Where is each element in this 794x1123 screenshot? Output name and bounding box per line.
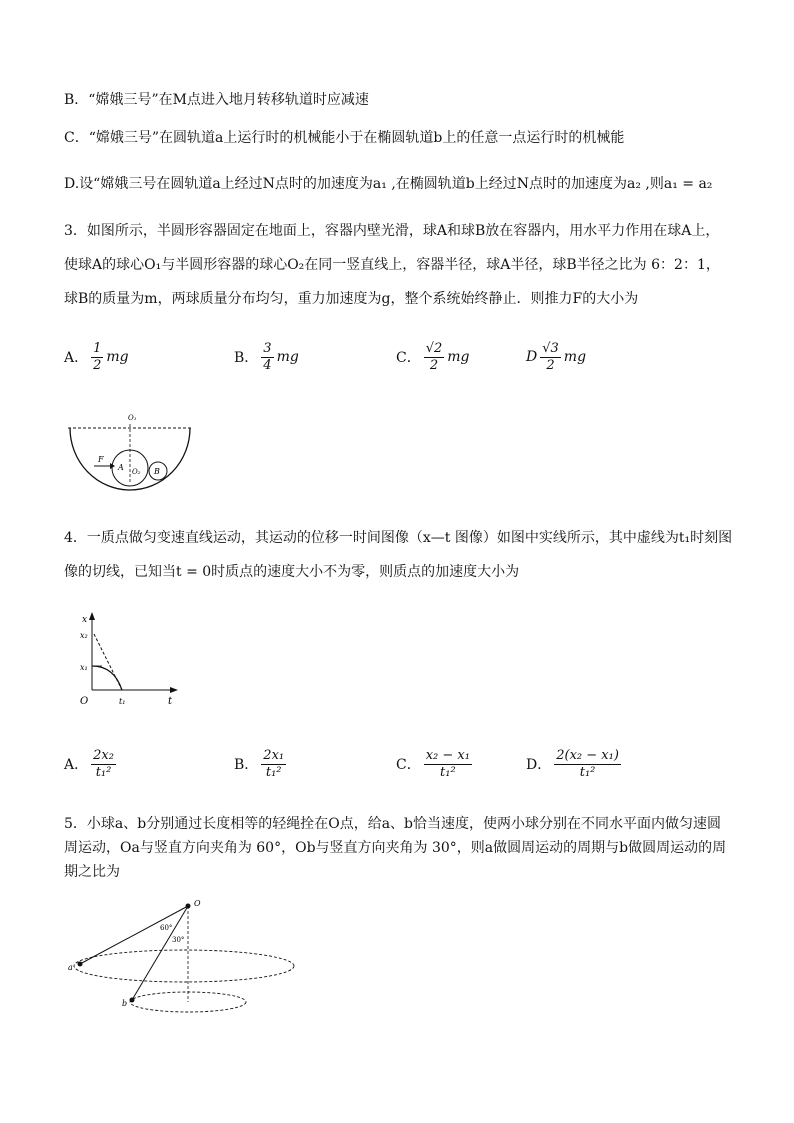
- q3-option-d: [526, 333, 586, 381]
- label-x1: x₁: [80, 663, 88, 672]
- label-x2: x₂: [80, 631, 88, 640]
- fraction: $\frac{\text{2x₁}}{\text{t₁²}}$: [263, 747, 285, 780]
- label-o1: O₁: [128, 414, 137, 422]
- string-ob: [132, 906, 188, 1000]
- label-t1: t₁: [119, 697, 126, 706]
- q4-xt-graph: [64, 608, 184, 716]
- pivot-o: [186, 904, 191, 909]
- fraction: $\frac{\text{x₂ − x₁}}{\text{t₁²}}$: [425, 747, 470, 780]
- q3-option-b: [234, 333, 299, 381]
- label-30: 30°: [172, 936, 185, 944]
- label-origin: O: [80, 696, 89, 707]
- q2-option-c: C．“嫦娥三号”在圆轨道a上运行时的机械能小于在椭圆轨道b上的任意一点运行时的机械能: [64, 130, 625, 146]
- q5-stem-line1: 5．小球a、b分别通过长度相等的轻绳拴在O点，给a、b恰当速度，使两小球分别在不同水平面内做匀速圆: [64, 816, 721, 832]
- fraction: $\frac{1}{2}$: [93, 340, 102, 373]
- q4-option-a: [64, 740, 119, 788]
- q4-option-d: [526, 740, 624, 788]
- option-label: B．: [234, 757, 259, 773]
- x-axis-arrow: [89, 612, 95, 620]
- string-oa: [80, 906, 188, 964]
- ball-a: [78, 962, 83, 967]
- q5-stem-line3: 期之比为: [64, 864, 120, 880]
- option-label: A．: [64, 350, 89, 366]
- fraction: $\frac{√2}{2}$: [425, 340, 443, 373]
- option-label: D．: [526, 757, 552, 773]
- option-label: C．: [396, 350, 421, 366]
- q2-option-b: B．“嫦娥三号”在M点进入地月转移轨道时应减速: [64, 92, 369, 108]
- q4-stem-line2: 像的切线，已知当t = 0时质点的速度大小不为零，则质点的加速度大小为: [64, 564, 520, 580]
- label-x: x: [82, 615, 88, 625]
- q4-option-b: [234, 740, 289, 788]
- label-a: A: [118, 463, 124, 472]
- fraction: $\frac{√3}{2}$: [542, 340, 559, 373]
- label-a: a: [68, 963, 73, 972]
- q3-container-figure: [64, 410, 200, 502]
- orbit-ellipse-a: [74, 950, 294, 982]
- option-label: A．: [64, 757, 89, 773]
- option-label: B．: [234, 350, 259, 366]
- q4-options: [64, 740, 764, 788]
- fraction: $\frac{\text{2(x₂ − x₁)}}{\text{t₁²}}$: [556, 747, 619, 780]
- t-axis-arrow: [170, 687, 178, 693]
- q3-option-a: [64, 333, 129, 381]
- fraction: $\frac{\text{2x₂}}{\text{t₁²}}$: [93, 747, 114, 780]
- q5-stem-line2: 周运动，Oa与竖直方向夹角为 60°，Ob与竖直方向夹角为 30°，则a做圆周运动的周期与b做圆周运动的周: [64, 840, 727, 856]
- label-b: B: [154, 467, 160, 476]
- label-f: F: [98, 455, 104, 464]
- q3-stem-line2: 使球A的球心O₁与半圆形容器的球心O₂在同一竖直线上，容器半径，球A半径，球B半径之比为 6：2：1，: [64, 257, 720, 273]
- q3-stem-line1: 3．如图所示，半圆形容器固定在地面上，容器内壁光滑，球A和球B放在容器内，用水平力作用在球A上，: [64, 223, 720, 239]
- option-tail: mg: [276, 349, 299, 365]
- label-o: O: [194, 899, 201, 908]
- q2-option-d: D.设“嫦娥三号在圆轨道a上经过N点时的加速度为a₁ ,在椭圆轨道b上经过N点时的加速度为a₂ ,则a₁ = a₂: [64, 176, 713, 192]
- option-tail: mg: [106, 349, 129, 365]
- option-tail: mg: [563, 349, 587, 365]
- option-label: C．: [396, 757, 421, 773]
- q5-pendulum-figure: [64, 894, 304, 1018]
- q4-stem-line1: 4．一质点做匀变速直线运动，其运动的位移一时间图像（x—t 图像）如图中实线所示，其中虚线为t₁时刻图: [64, 530, 733, 546]
- ball-b: [130, 998, 135, 1003]
- label-b: b: [122, 999, 128, 1008]
- q4-option-c: [396, 740, 475, 788]
- q3-stem-line3: 球B的质量为m，两球质量分布均匀，重力加速度为g，整个系统始终静止．则推力F的大小为: [64, 291, 639, 307]
- label-60: 60°: [160, 924, 173, 932]
- xt-curve: [92, 666, 122, 690]
- label-o2: O₂: [132, 468, 141, 476]
- fraction: $\frac{3}{4}$: [263, 340, 272, 373]
- q3-options: [64, 333, 764, 381]
- q3-option-c: [396, 333, 470, 381]
- option-tail: mg: [447, 349, 470, 365]
- label-t: t: [168, 696, 173, 707]
- option-label: D: [526, 349, 538, 365]
